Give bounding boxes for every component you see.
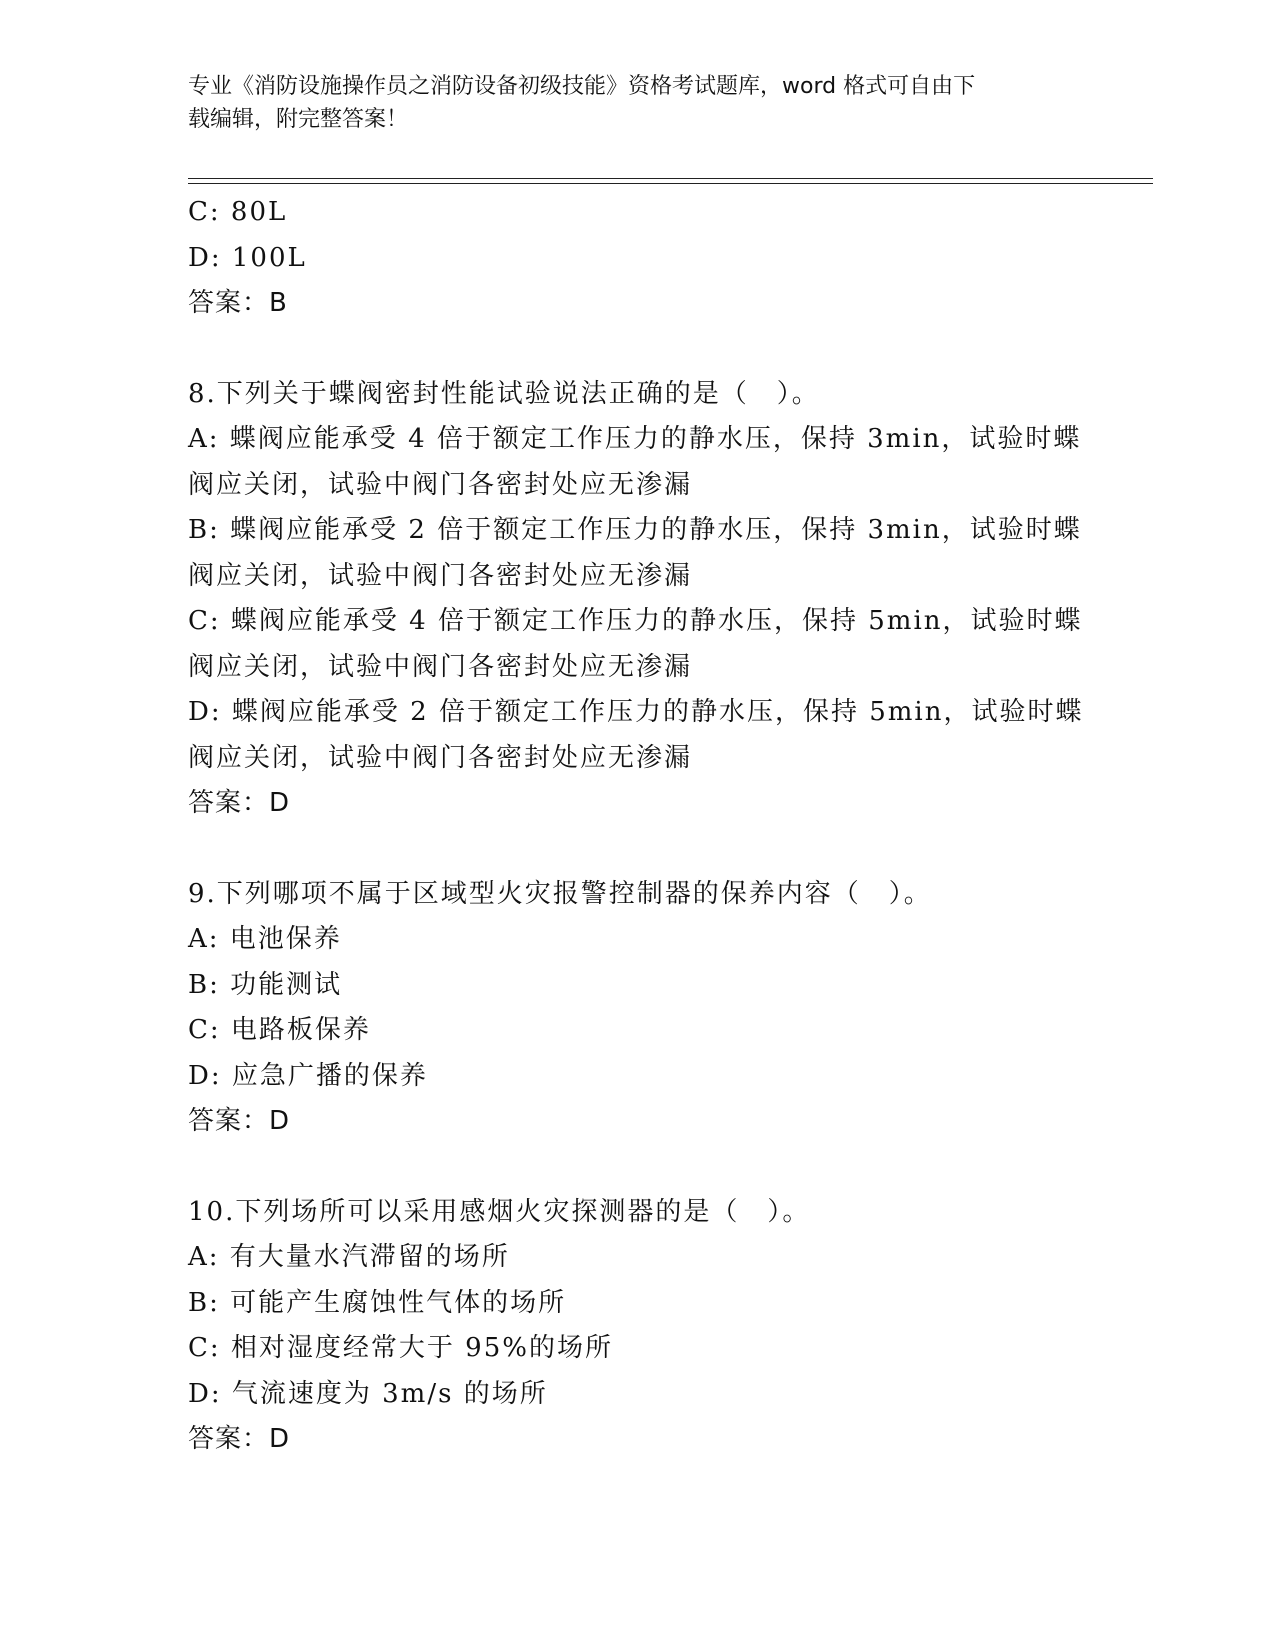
spacer <box>188 827 1098 872</box>
option-b: B: 功能测试 <box>188 969 343 1000</box>
option-d: D: 100L <box>188 242 307 273</box>
previous-question-tail <box>188 190 1098 327</box>
question-9 <box>188 872 1098 1145</box>
document-header <box>188 70 1088 136</box>
question-stem: 8.下列关于蝶阀密封性能试验说法正确的是（ ）。 <box>188 378 820 409</box>
answer: 答案：D <box>188 788 291 818</box>
header-line-1: 专业《消防设施操作员之消防设备初级技能》资格考试题库，word 格式可自由下 <box>188 74 976 99</box>
option-a-line-2: 阀应关闭，试验中阀门各密封处应无渗漏 <box>188 469 693 500</box>
option-c-line-2: 阀应关闭，试验中阀门各密封处应无渗漏 <box>188 651 693 682</box>
answer: 答案：D <box>188 1424 291 1454</box>
question-8 <box>188 372 1098 827</box>
option-b-line-1: B: 蝶阀应能承受 2 倍于额定工作压力的静水压，保持 3min，试验时蝶 <box>188 515 1082 545</box>
answer: 答案：B <box>188 288 288 318</box>
question-stem: 10.下列场所可以采用感烟火灾探测器的是（ ）。 <box>188 1196 811 1227</box>
spacer <box>188 1145 1098 1190</box>
header-divider-top <box>188 178 1153 179</box>
option-c: C: 相对湿度经常大于 95%的场所 <box>188 1333 613 1363</box>
option-d-line-1: D: 蝶阀应能承受 2 倍于额定工作压力的静水压，保持 5min，试验时蝶 <box>188 697 1084 727</box>
answer: 答案：D <box>188 1106 291 1136</box>
header-line-2: 载编辑，附完整答案！ <box>188 107 409 132</box>
option-c-line-1: C: 蝶阀应能承受 4 倍于额定工作压力的静水压，保持 5min，试验时蝶 <box>188 606 1083 636</box>
option-b-line-2: 阀应关闭，试验中阀门各密封处应无渗漏 <box>188 560 693 591</box>
option-d: D: 应急广播的保养 <box>188 1060 428 1091</box>
option-c: C: 电路板保养 <box>188 1015 371 1045</box>
header-divider-bottom <box>188 183 1153 184</box>
document-body <box>188 190 1098 1463</box>
question-stem: 9.下列哪项不属于区域型火灾报警控制器的保养内容（ ）。 <box>188 878 932 909</box>
spacer <box>188 327 1098 372</box>
option-c: C: 80L <box>188 197 288 227</box>
option-b: B: 可能产生腐蚀性气体的场所 <box>188 1287 567 1318</box>
option-a: A: 电池保养 <box>188 924 342 954</box>
question-10 <box>188 1190 1098 1463</box>
option-d: D: 气流速度为 3m/s 的场所 <box>188 1378 548 1409</box>
option-d-line-2: 阀应关闭，试验中阀门各密封处应无渗漏 <box>188 742 693 773</box>
option-a: A: 有大量水汽滞留的场所 <box>188 1242 510 1272</box>
option-a-line-1: A: 蝶阀应能承受 4 倍于额定工作压力的静水压，保持 3min，试验时蝶 <box>188 424 1082 454</box>
